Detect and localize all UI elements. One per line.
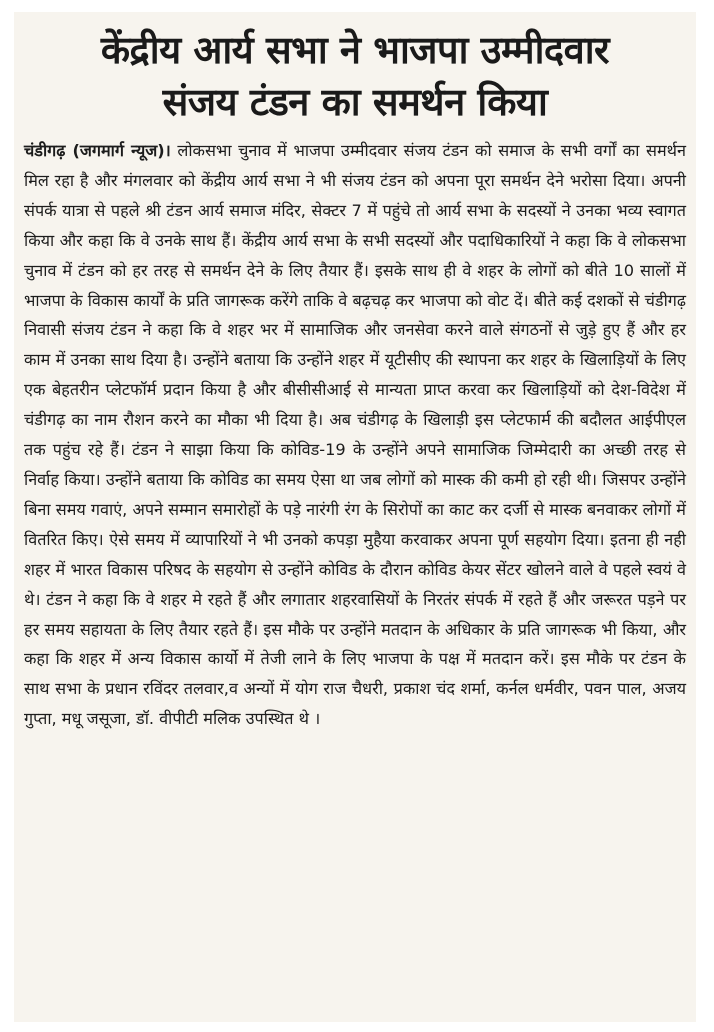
article-text: लोकसभा चुनाव में भाजपा उम्मीदवार संजय टंडन को समाज के सभी वर्गों का समर्थन मिल रहा है और मंगलवार को केंद्रीय आर्य सभा ने भी संजय टंडन को अपना पूरा समर्थन देने भरोसा दिया। अपनी संपर्क यात्रा से पहले श्री टंडन आर्य समाज मंदिर, सेक्टर 7 में पहुंचे तो आर्य सभा के सदस्यों ने उनका भव्य स्वागत किया और कहा कि वे उनके साथ हैं। केंद्रीय आर्य सभा के सभी सदस्यों और पदाधिकारियों ने कहा कि वे लोकसभा चुनाव में टंडन को हर तरह से समर्थन देने के लिए तैयार हैं। इसके साथ ही वे शहर के लोगों को बीते 10 सालों में भाजपा के विकास कार्यों के प्रति जागरूक करेंगे ताकि वे बढ़चढ़ कर भाजपा को वोट दें। बीते कई दशकों से चंडीगढ़ निवासी संजय टंडन ने कहा कि वे शहर भर में सामाजिक और जनसेवा करने वाले संगठनों से जुड़े हुए हैं और हर काम में उनका साथ दिया है। उन्होंने बताया कि उन्होंने शहर में यूटीसीए की स्थापना कर शहर के खिलाड़ियों के लिए एक बेहतरीन प्लेटफॉर्म प्रदान किया है और बीसीसीआई से मान्यता प्राप्त करवा कर खिलाड़ियों को देश-विदेश में चंडीगढ़ का नाम रौशन करने का मौका भी दिया है। अब चंडीगढ़ के खिलाड़ी इस प्लेटफार्म की बदौलत आईपीएल तक पहुंच रहे हैं। टंडन ने साझा किया कि कोविड-19 के उन्होंने अपने सामाजिक जिम्मेदारी का अच्छी तरह से निर्वाह किया। उन्होंने बताया कि कोविड का समय ऐसा था जब लोगों को मास्क की कमी हो रही थी। जिसपर उन्होंने बिना समय गवाएं, अपने सम्मान समारोहों के पड़े नारंगी रंग के सिरोपों का काट कर दर्जी से मास्क बनवाकर लोगों में वितरित किए। ऐसे समय में व्यापारियों ने भी उनको कपड़ा मुहैया करवाकर अपना पूर्ण सहयोग दिया। इतना ही नही शहर में भारत विकास परिषद के सहयोग से उन्होंने कोविड के दौरान कोविड केयर सेंटर खोलने वाले वे पहले स्वयं वे थे। टंडन ने कहा कि वे शहर मे रहते हैं और लगातार शहरवासियों के निरतंर संपर्क में रहते हैं और जरूरत पड़ने पर हर समय सहायता के लिए तैयार रहते हैं। इस मौके पर उन्होंने मतदान के अधिकार के प्रति जागरूक भी किया, और कहा कि शहर में अन्य विकास कार्यो में तेजी लाने के लिए भाजपा के पक्ष में मतदान करें। इस मौके पर टंडन के साथ सभा के प्रधान रविंदर तलवार,व अन्यों में योग राज चैधरी, प्रकाश चंद शर्मा, कर्नल धर्मवीर, पवन पाल, अजय गुप्ता, मधू जसूजा, डॉ. वीपीटी मलिक उपस्थित थे ।	[24, 141, 686, 729]
newspaper-clipping	[14, 12, 696, 1022]
dateline: चंडीगढ़ (जगमार्ग न्यूज)।	[24, 141, 171, 160]
headline-line-2: संजय टंडन का समर्थन किया	[162, 80, 548, 124]
headline-line-1: केंद्रीय आर्य सभा ने भाजपा उम्मीदवार	[100, 28, 610, 72]
article-body	[24, 136, 686, 734]
headline	[14, 12, 696, 128]
